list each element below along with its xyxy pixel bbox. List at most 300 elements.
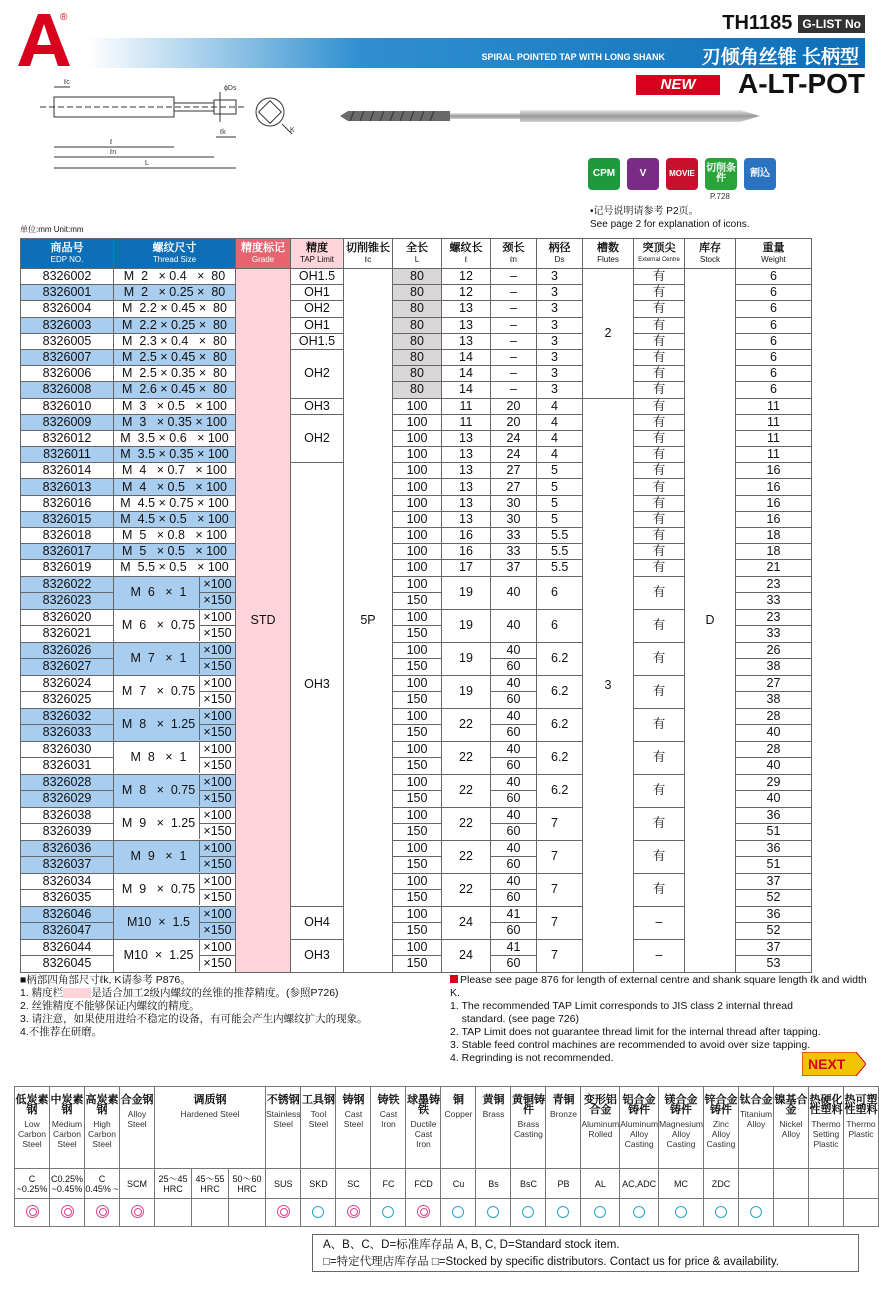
weight-cell: 37: [736, 873, 812, 890]
material-name: 调质钢 Hardened Steel: [155, 1087, 266, 1169]
weight-cell: 52: [736, 923, 812, 940]
material-name: 热可塑性塑料 Thermo Plastic: [844, 1087, 879, 1169]
edp-cell: 8326023: [21, 593, 114, 610]
ext-centre-cell: 有: [634, 528, 685, 544]
length-cell: 100: [393, 430, 442, 446]
shank-cell: 5.5: [537, 528, 583, 544]
stock-cell: D: [685, 269, 736, 973]
cutting-conditions-icon[interactable]: 切削条件: [705, 158, 737, 190]
thread-cell: M 7 × 0.75 ×100 ×150: [114, 675, 236, 708]
material-name: 镁合金铸件 Magnesium Alloy Casting: [659, 1087, 704, 1169]
ext-centre-cell: 有: [634, 301, 685, 317]
thread-cell: M 9 × 0.75 ×100 ×150: [114, 873, 236, 906]
flutes-cell: 3: [583, 398, 634, 972]
weight-cell: 11: [736, 447, 812, 463]
shank-cell: 7: [537, 939, 583, 972]
edp-cell: 8326016: [21, 495, 114, 511]
shank-cell: 7: [537, 807, 583, 840]
limit-cell: OH2: [291, 349, 344, 398]
weight-cell: 6: [736, 382, 812, 398]
material-name: 黄铜铸件 Brass Casting: [511, 1087, 546, 1169]
material-mark: [228, 1199, 265, 1227]
title-band: [88, 38, 865, 68]
thread-length-cell: 19: [442, 675, 491, 708]
circle-icon: [750, 1206, 762, 1218]
material-code: PB: [546, 1169, 581, 1199]
length-cell: 100: [393, 544, 442, 560]
edp-cell: 8326008: [21, 382, 114, 398]
length-cell: 150: [393, 824, 442, 841]
ext-centre-cell: 有: [634, 840, 685, 873]
material-code: [774, 1169, 809, 1199]
circle-icon: [633, 1206, 645, 1218]
ext-centre-cell: 有: [634, 495, 685, 511]
limit-cell: OH3: [291, 398, 344, 414]
double-circle-icon: [61, 1205, 74, 1218]
length-cell: 80: [393, 333, 442, 349]
length-cell: 150: [393, 692, 442, 709]
material-name: 球墨铸铁 Ductile Cast Iron: [406, 1087, 441, 1169]
material-code: 25～45 HRC: [155, 1169, 192, 1199]
material-code: C0.25% ~0.45%: [50, 1169, 85, 1199]
material-code: Cu: [441, 1169, 476, 1199]
weight-cell: 18: [736, 544, 812, 560]
thread-length-cell: 11: [442, 414, 491, 430]
thread-cell: M 4.5 × 0.5 × 100: [114, 511, 236, 527]
edp-cell: 8326028: [21, 774, 114, 791]
edp-cell: 8326031: [21, 758, 114, 775]
material-name: 变形铝合金 Aluminum Rolled: [581, 1087, 620, 1169]
material-code: [739, 1169, 774, 1199]
material-mark: [406, 1199, 441, 1227]
edp-cell: 8326026: [21, 642, 114, 659]
length-cell: 100: [393, 511, 442, 527]
circle-icon: [557, 1206, 569, 1218]
shank-cell: 7: [537, 906, 583, 939]
neck-cell: –: [491, 285, 537, 301]
edp-cell: 8326024: [21, 675, 114, 692]
thread-length-cell: 13: [442, 317, 491, 333]
shank-cell: 5.5: [537, 560, 583, 576]
tap-dimension-drawing: [40, 72, 305, 182]
ext-centre-cell: 有: [634, 576, 685, 609]
thread-cell: M 3 × 0.35 × 100: [114, 414, 236, 430]
ext-centre-cell: 有: [634, 333, 685, 349]
edp-cell: 8326019: [21, 560, 114, 576]
length-cell: 80: [393, 269, 442, 285]
material-code: C 0.45% ~: [85, 1169, 120, 1199]
weight-cell: 26: [736, 642, 812, 659]
circle-icon: [382, 1206, 394, 1218]
material-mark: [809, 1199, 844, 1227]
material-mark: [155, 1199, 192, 1227]
neck-cell: 40: [491, 708, 537, 725]
material-code: Bs: [476, 1169, 511, 1199]
length-cell: 100: [393, 774, 442, 791]
length-cell: 100: [393, 906, 442, 923]
thread-length-cell: 13: [442, 463, 491, 479]
shank-cell: 4: [537, 430, 583, 446]
ext-centre-cell: 有: [634, 544, 685, 560]
shank-cell: 6.2: [537, 642, 583, 675]
limit-cell: OH1.5: [291, 269, 344, 285]
catalog-code: [722, 12, 865, 35]
thread-cell: M 8 × 1 ×100 ×150: [114, 741, 236, 774]
ext-centre-cell: 有: [634, 479, 685, 495]
next-page-button[interactable]: [802, 1052, 866, 1076]
weight-cell: 28: [736, 708, 812, 725]
weight-cell: 6: [736, 301, 812, 317]
edp-cell: 8326012: [21, 430, 114, 446]
weight-cell: 23: [736, 576, 812, 593]
double-circle-icon: [417, 1205, 430, 1218]
material-name: 镍基合金 Nickel Alloy: [774, 1087, 809, 1169]
neck-cell: –: [491, 382, 537, 398]
catalog-code-number: TH1185: [722, 12, 793, 34]
thread-cell: M 3.5 × 0.35 × 100: [114, 447, 236, 463]
thread-cell: M10 × 1.5 ×100 ×150: [114, 906, 236, 939]
neck-cell: 60: [491, 758, 537, 775]
shank-cell: 3: [537, 301, 583, 317]
neck-cell: 40: [491, 873, 537, 890]
neck-cell: 60: [491, 824, 537, 841]
weight-cell: 18: [736, 528, 812, 544]
material-code: 50～60 HRC: [228, 1169, 265, 1199]
ext-centre-cell: 有: [634, 807, 685, 840]
edp-cell: 8326022: [21, 576, 114, 593]
double-circle-icon: [131, 1205, 144, 1218]
thread-cell: M 2.2 × 0.25 × 80: [114, 317, 236, 333]
thread-cell: M 2.3 × 0.4 × 80: [114, 333, 236, 349]
cpm-icon: CPM: [588, 158, 620, 190]
material-code: SC: [336, 1169, 371, 1199]
material-code: FC: [371, 1169, 406, 1199]
edp-cell: 8326011: [21, 447, 114, 463]
svg-text:ℓ: ℓ: [110, 139, 113, 146]
weight-cell: 6: [736, 317, 812, 333]
weight-cell: 51: [736, 824, 812, 841]
edp-cell: 8326013: [21, 479, 114, 495]
shank-cell: 5: [537, 495, 583, 511]
edp-cell: 8326027: [21, 659, 114, 676]
thread-length-cell: 13: [442, 430, 491, 446]
edp-cell: 8326015: [21, 511, 114, 527]
neck-cell: 40: [491, 609, 537, 642]
thread-cell: M 2.5 × 0.35 × 80: [114, 366, 236, 382]
thread-cell: M 3 × 0.5 × 100: [114, 398, 236, 414]
edp-cell: 8326034: [21, 873, 114, 890]
material-code: AL: [581, 1169, 620, 1199]
col-thread: 螺纹尺寸 Thread Size: [114, 239, 236, 269]
shank-cell: 6.2: [537, 708, 583, 741]
neck-cell: 27: [491, 479, 537, 495]
length-cell: 150: [393, 890, 442, 907]
thread-length-cell: 19: [442, 609, 491, 642]
neck-cell: 30: [491, 511, 537, 527]
length-cell: 100: [393, 576, 442, 593]
neck-cell: –: [491, 366, 537, 382]
note-cn-1: 1. 精度栏 是适合加工2级内螺纹的丝锥的推荐精度。(参照P726): [20, 987, 339, 999]
weight-cell: 16: [736, 495, 812, 511]
edp-cell: 8326010: [21, 398, 114, 414]
col-ext-centre: 突顶尖 External Centre: [634, 239, 685, 269]
thread-cell: M 2.6 × 0.45 × 80: [114, 382, 236, 398]
edp-cell: 8326029: [21, 791, 114, 808]
edp-cell: 8326038: [21, 807, 114, 824]
length-cell: 100: [393, 414, 442, 430]
thread-cell: M 5 × 0.5 × 100: [114, 544, 236, 560]
length-cell: 100: [393, 479, 442, 495]
material-mark: [704, 1199, 739, 1227]
material-code: C ~0.25%: [15, 1169, 50, 1199]
edp-cell: 8326036: [21, 840, 114, 857]
icon-note-cn: •记号说明请参考 P2页。: [590, 206, 699, 217]
material-name: 铸钢 Cast Steel: [336, 1087, 371, 1169]
material-name: 钛合金 Titanium Alloy: [739, 1087, 774, 1169]
edp-cell: 8326001: [21, 285, 114, 301]
thread-cell: M 8 × 0.75 ×100 ×150: [114, 774, 236, 807]
col-neck: 颈长 ℓn: [491, 239, 537, 269]
weight-cell: 6: [736, 366, 812, 382]
table-row: [21, 269, 812, 285]
limit-cell: OH2: [291, 301, 344, 317]
edp-cell: 8326044: [21, 939, 114, 956]
subtitle-cn: 刃倾角丝锥 长柄型: [701, 47, 859, 68]
model-name: A-LT-POT: [737, 68, 865, 99]
limit-cell: OH1: [291, 317, 344, 333]
chamfer-cell: 5P: [344, 269, 393, 973]
shank-cell: 7: [537, 840, 583, 873]
svg-text:NEXT: NEXT: [808, 1056, 846, 1072]
material-mark: [371, 1199, 406, 1227]
neck-cell: 40: [491, 642, 537, 659]
material-mark: [659, 1199, 704, 1227]
limit-cell: OH1: [291, 285, 344, 301]
material-name: 工具钢 Tool Steel: [301, 1087, 336, 1169]
weight-cell: 11: [736, 430, 812, 446]
note-en-1: 1. The recommended TAP Limit corresponds to JIS class 2 internal thread: [450, 1000, 793, 1012]
shank-cell: 3: [537, 366, 583, 382]
circle-icon: [522, 1206, 534, 1218]
length-cell: 80: [393, 382, 442, 398]
shank-cell: 5: [537, 479, 583, 495]
weight-cell: 6: [736, 349, 812, 365]
notes-cn: [20, 974, 368, 1039]
length-cell: 150: [393, 659, 442, 676]
ext-centre-cell: 有: [634, 382, 685, 398]
stock-legend-standard: A、B、C、D=标准库存品 A, B, C, D=Standard stock item.: [323, 1239, 620, 1251]
edp-cell: 8326045: [21, 956, 114, 973]
material-mark: [844, 1199, 879, 1227]
weight-cell: 36: [736, 906, 812, 923]
weight-cell: 23: [736, 609, 812, 626]
weight-cell: 28: [736, 741, 812, 758]
thread-length-cell: 12: [442, 285, 491, 301]
material-name: 不锈钢 Stainless Steel: [265, 1087, 301, 1169]
shank-cell: 6: [537, 576, 583, 609]
neck-cell: 40: [491, 675, 537, 692]
length-cell: 100: [393, 463, 442, 479]
length-cell: 100: [393, 840, 442, 857]
ext-centre-cell: 有: [634, 560, 685, 576]
material-name: 青铜 Bronze: [546, 1087, 581, 1169]
thread-length-cell: 13: [442, 495, 491, 511]
ext-centre-cell: 有: [634, 349, 685, 365]
weight-cell: 53: [736, 956, 812, 973]
material-mark: [15, 1199, 50, 1227]
weight-cell: 21: [736, 560, 812, 576]
col-length: 全长 L: [393, 239, 442, 269]
thread-length-cell: 24: [442, 906, 491, 939]
neck-cell: 41: [491, 939, 537, 956]
weight-cell: 52: [736, 890, 812, 907]
material-code: 45～55 HRC: [191, 1169, 228, 1199]
material-code: FCD: [406, 1169, 441, 1199]
note-cn-0: ■柄部四角部尺寸ℓk, K请参考 P876。: [20, 974, 191, 986]
edp-cell: 8326032: [21, 708, 114, 725]
neck-cell: 60: [491, 725, 537, 742]
edp-cell: 8326004: [21, 301, 114, 317]
material-mark: [191, 1199, 228, 1227]
neck-cell: 20: [491, 414, 537, 430]
svg-text:ℓc: ℓc: [64, 79, 70, 86]
neck-cell: 40: [491, 576, 537, 609]
weight-cell: 36: [736, 807, 812, 824]
material-mark: [85, 1199, 120, 1227]
shank-cell: 5: [537, 511, 583, 527]
grade-cell: STD: [236, 269, 291, 973]
material-mark: [546, 1199, 581, 1227]
thread-length-cell: 22: [442, 873, 491, 906]
double-circle-icon: [26, 1205, 39, 1218]
edp-cell: 8326009: [21, 414, 114, 430]
movie-icon[interactable]: MOVIE: [666, 158, 698, 190]
material-code: [809, 1169, 844, 1199]
circle-icon: [675, 1206, 687, 1218]
note-cn-4: 3. 请注意，如果使用进给不稳定的设备，有可能会产生内螺纹扩大的现象。: [20, 1013, 368, 1025]
length-cell: 100: [393, 528, 442, 544]
ext-centre-cell: 有: [634, 269, 685, 285]
thread-cell: M 2.2 × 0.45 × 80: [114, 301, 236, 317]
neck-cell: 27: [491, 463, 537, 479]
edp-cell: 8326046: [21, 906, 114, 923]
col-grade: 精度标记 Grade: [236, 239, 291, 269]
material-mark: [301, 1199, 336, 1227]
shank-cell: 3: [537, 349, 583, 365]
weight-cell: 40: [736, 758, 812, 775]
thread-cell: M 9 × 1 ×100 ×150: [114, 840, 236, 873]
ext-centre-cell: –: [634, 939, 685, 972]
material-code: BsC: [511, 1169, 546, 1199]
length-cell: 100: [393, 675, 442, 692]
cutting-conditions-page[interactable]: P.728: [710, 192, 730, 201]
thread-cell: M 5 × 0.8 × 100: [114, 528, 236, 544]
weight-cell: 11: [736, 398, 812, 414]
material-name: 铸铁 Cast Iron: [371, 1087, 406, 1169]
thread-cell: M 7 × 1 ×100 ×150: [114, 642, 236, 675]
stock-legend: [312, 1234, 859, 1272]
col-weight: 重量 Weight: [736, 239, 812, 269]
thread-length-cell: 17: [442, 560, 491, 576]
thread-cell: M 4 × 0.5 × 100: [114, 479, 236, 495]
material-mark: [511, 1199, 546, 1227]
neck-cell: –: [491, 269, 537, 285]
weight-cell: 16: [736, 511, 812, 527]
neck-cell: –: [491, 301, 537, 317]
shank-cell: 3: [537, 269, 583, 285]
material-mark: [774, 1199, 809, 1227]
weight-cell: 33: [736, 593, 812, 610]
flutes-cell: 2: [583, 269, 634, 399]
edp-cell: 8326035: [21, 890, 114, 907]
stock-legend-distributor: □=特定代理店库存品 □=Stocked by specific distributors. Contact us for price & availability.: [323, 1256, 779, 1268]
note-cn-3: 2. 丝锥精度不能够保证内螺纹的精度。: [20, 1000, 200, 1012]
weight-cell: 6: [736, 285, 812, 301]
col-chamfer: 切削锥长 ℓc: [344, 239, 393, 269]
note-en-5: 4. Regrinding is not recommended.: [450, 1052, 614, 1064]
material-name: 铝合金铸件 Aluminum Alloy Casting: [620, 1087, 659, 1169]
neck-cell: 40: [491, 774, 537, 791]
thread-length-cell: 16: [442, 544, 491, 560]
shank-cell: 6: [537, 609, 583, 642]
limit-cell: OH3: [291, 939, 344, 972]
thread-cell: M 2 × 0.4 × 80: [114, 269, 236, 285]
length-cell: 150: [393, 626, 442, 643]
material-code: AC,ADC: [620, 1169, 659, 1199]
material-name: 铜 Copper: [441, 1087, 476, 1169]
neck-cell: 20: [491, 398, 537, 414]
ext-centre-cell: 有: [634, 463, 685, 479]
thread-length-cell: 22: [442, 807, 491, 840]
svg-text:ϕDs: ϕDs: [224, 85, 237, 92]
neck-cell: 41: [491, 906, 537, 923]
material-mark: [620, 1199, 659, 1227]
shank-cell: 4: [537, 414, 583, 430]
neck-cell: 60: [491, 890, 537, 907]
length-cell: 80: [393, 349, 442, 365]
thread-cell: M 3.5 × 0.6 × 100: [114, 430, 236, 446]
note-cn-5: 4.不推荐在研磨。: [20, 1026, 103, 1038]
limit-cell: OH1.5: [291, 333, 344, 349]
thread-length-cell: 19: [442, 576, 491, 609]
ext-centre-cell: 有: [634, 741, 685, 774]
thread-length-cell: 22: [442, 774, 491, 807]
length-cell: 80: [393, 285, 442, 301]
thread-cell: M 6 × 1 ×100 ×150: [114, 576, 236, 609]
length-cell: 100: [393, 398, 442, 414]
tap-product-image: [340, 100, 770, 134]
shank-cell: 6.2: [537, 675, 583, 708]
length-cell: 150: [393, 593, 442, 610]
neck-cell: 40: [491, 741, 537, 758]
length-cell: 150: [393, 758, 442, 775]
material-mark: [336, 1199, 371, 1227]
ext-centre-cell: 有: [634, 430, 685, 446]
length-cell: 80: [393, 366, 442, 382]
glist-badge: G-LIST No: [798, 15, 865, 33]
edp-cell: 8326014: [21, 463, 114, 479]
length-cell: 150: [393, 923, 442, 940]
length-cell: 80: [393, 317, 442, 333]
material-name: 中炭素钢 Medium Carbon Steel: [50, 1087, 85, 1169]
material-mark: [476, 1199, 511, 1227]
thread-length-cell: 13: [442, 479, 491, 495]
thread-length-cell: 19: [442, 642, 491, 675]
neck-cell: 60: [491, 659, 537, 676]
circle-icon: [594, 1206, 606, 1218]
brand-logo: [14, 8, 74, 70]
registered-mark: ®: [60, 12, 68, 23]
